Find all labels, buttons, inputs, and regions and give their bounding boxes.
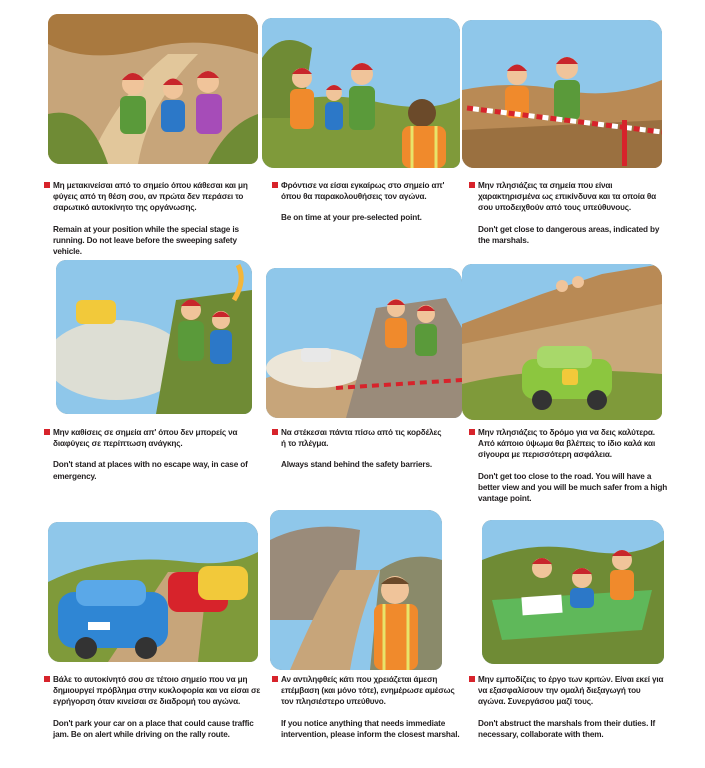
caption-8 bbox=[272, 674, 462, 740]
illustration-parking bbox=[48, 522, 258, 662]
illustration-high-vantage-point-art bbox=[462, 264, 662, 420]
illustration-dangerous-areas bbox=[462, 20, 662, 168]
caption-4 bbox=[44, 427, 264, 482]
caption-2-english: Be on time at your pre-selected point. bbox=[281, 213, 422, 223]
illustration-collaborate-marshals bbox=[482, 520, 664, 664]
illustration-no-escape-way-art bbox=[56, 260, 252, 414]
caption-1-greek: Μη μετακινείσαι από το σημείο όπου κάθεσαι και μη φύγεις από τη θέση σου, αν πρώτα δεν περάσει το σαρωτικό αυτοκίνητο της οργάνωσης. bbox=[44, 180, 266, 214]
illustration-inform-marshal-art bbox=[270, 510, 442, 670]
illustration-be-on-time-art bbox=[262, 18, 460, 168]
caption-1 bbox=[44, 180, 266, 257]
caption-7 bbox=[44, 674, 268, 740]
caption-7-english: Don't park your car on a place that could cause traffic jam. Be on alert while driving on the rally route. bbox=[53, 718, 254, 739]
caption-6-english: Don't get too close to the road. You will have a better view and you will be much safer from a high vantage point. bbox=[478, 471, 668, 504]
illustration-behind-barriers-art bbox=[266, 268, 462, 418]
illustration-behind-barriers bbox=[266, 268, 462, 418]
illustration-stay-in-position bbox=[48, 14, 258, 164]
illustration-dangerous-areas-art bbox=[462, 20, 662, 168]
caption-7-greek: Βάλε το αυτοκίνητό σου σε τέτοιο σημείο που να μη δημιουργεί πρόβλημα στην κυκλοφορία και να είσαι σε εγρήγορση όταν κινείσαι σε διαδρομή του αγώνα. bbox=[44, 674, 268, 708]
illustration-be-on-time bbox=[262, 18, 460, 168]
caption-5-greek: Να στέκεσαι πάντα πίσω από τις κορδέλες ή το πλέγμα. bbox=[272, 427, 448, 449]
illustration-inform-marshal bbox=[270, 510, 442, 670]
illustration-high-vantage-point bbox=[462, 264, 662, 420]
caption-8-greek: Αν αντιληφθείς κάτι που χρειάζεται άμεση επέμβαση (και μόνο τότε), ενημέρωσε αμέσως τον πλησιέστερο υπεύθυνο. bbox=[272, 674, 462, 708]
caption-9 bbox=[469, 674, 665, 740]
caption-1-english: Remain at your position while the special stage is running. Do not leave before the sweeping safety vehicle. bbox=[53, 224, 239, 257]
illustration-no-escape-way bbox=[56, 260, 252, 414]
caption-9-greek: Μην εμποδίζεις το έργο των κριτών. Είναι εκεί για να εξασφαλίσουν την ομαλή διεξαγωγή του αγώνα. Συνεργάσου μαζί τους. bbox=[469, 674, 665, 708]
caption-4-english: Don't stand at places with no escape way, in case of emergency. bbox=[53, 460, 248, 481]
caption-6-greek: Μην πλησιάζεις το δρόμο για να δεις καλύτερα. Από κάποιο ύψωμα θα βλέπεις το ίδιο καλά και σίγουρα με περισσότερη ασφάλεια. bbox=[469, 427, 669, 461]
caption-5-english: Always stand behind the safety barriers. bbox=[281, 460, 432, 470]
illustration-parking-art bbox=[48, 522, 258, 662]
caption-4-greek: Μην καθίσεις σε σημεία απ' όπου δεν μπορείς να διαφύγεις σε περίπτωση ανάγκης. bbox=[44, 427, 264, 449]
caption-6 bbox=[469, 427, 669, 504]
illustration-stay-in-position-art bbox=[48, 14, 258, 164]
caption-5 bbox=[272, 427, 448, 471]
caption-3-english: Don't get close to dangerous areas, indicated by the marshals. bbox=[478, 224, 660, 245]
caption-2 bbox=[272, 180, 450, 224]
caption-2-greek: Φρόντισε να είσαι εγκαίρως στο σημείο απ' όπου θα παρακολουθήσεις τον αγώνα. bbox=[272, 180, 450, 202]
caption-3 bbox=[469, 180, 661, 246]
caption-9-english: Don't abstruct the marshals from their duties. If necessary, collaborate with them. bbox=[478, 718, 656, 739]
caption-8-english: If you notice anything that needs immediate intervention, please inform the closest marshal. bbox=[281, 718, 460, 739]
illustration-collaborate-marshals-art bbox=[482, 520, 664, 664]
caption-3-greek: Μην πλησιάζεις τα σημεία που είναι χαρακτηρισμένα ως επικίνδυνα και τα οποία θα σου υποδειχθούν από τους υπεύθυνους. bbox=[469, 180, 661, 214]
